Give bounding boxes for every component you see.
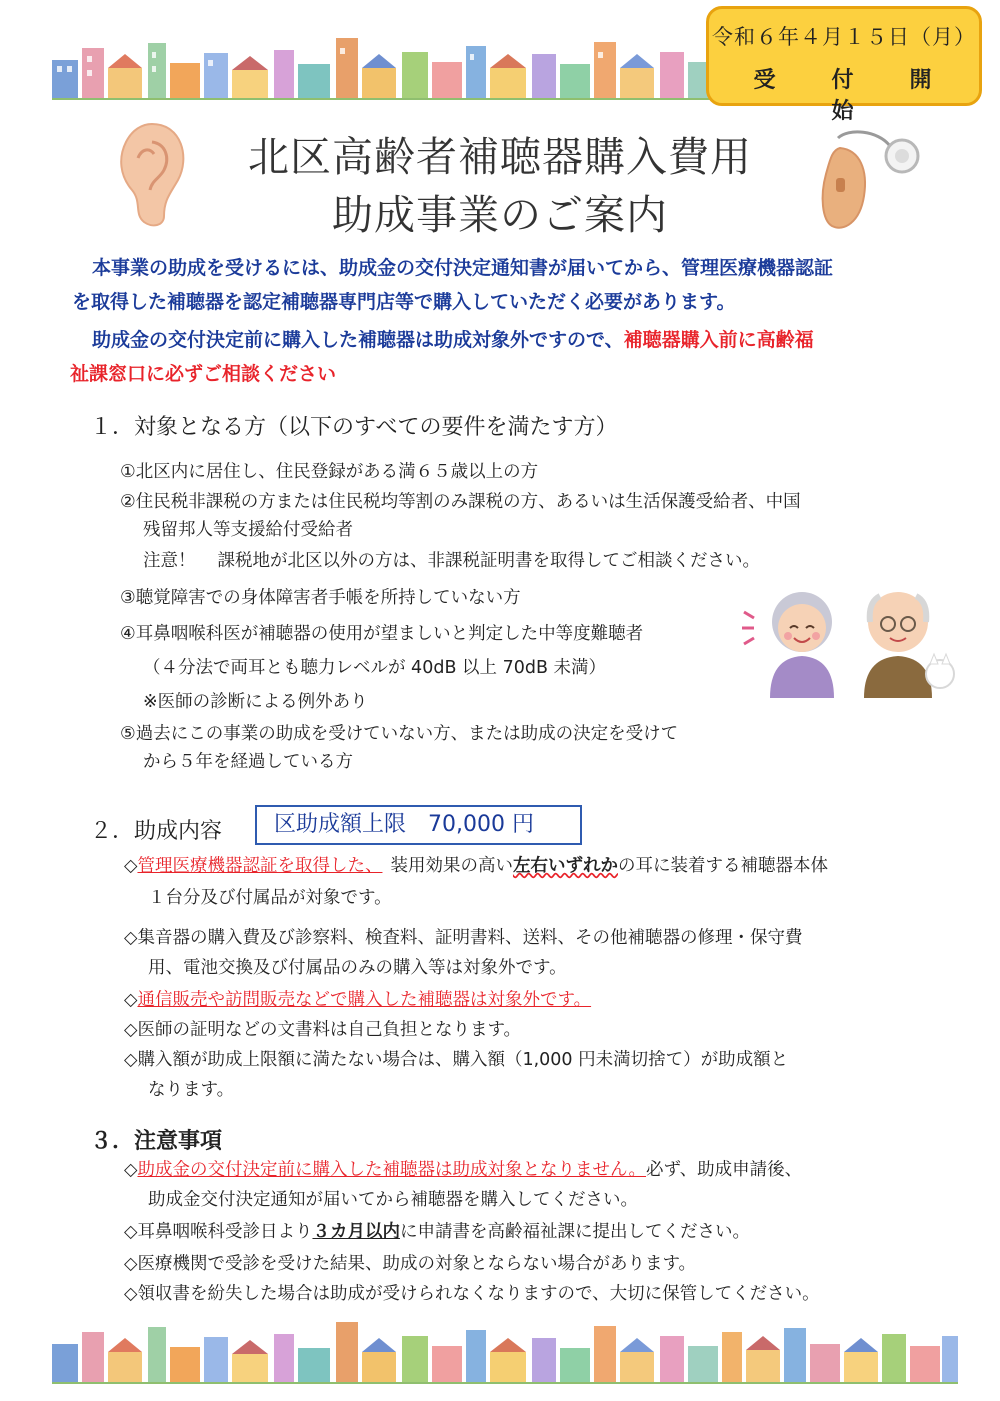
section2-bullet5-line1: ◇購入額が助成上限額に満たない場合は、購入額（1,000 円未満切捨て）が助成額と [124,1050,789,1070]
c1-end-text: 必ず、助成申請後、 [646,1160,803,1180]
building-icons [52,1322,958,1384]
section1-item4-line3: ※医師の診断による例外あり [143,692,368,712]
page-title-line2: 助成事業のご案内 [332,191,668,239]
section2-bullet5-line2: なります。 [148,1080,235,1100]
reception-start-label: 受 付 開 始 [753,68,988,124]
max-subsidy-label: 区助成額上限 [274,812,407,837]
section3-bullet1-line2: 助成金交付決定通知が届いてから補聴器を購入してください。 [148,1190,638,1210]
intro-line3-red: 補聴器購入前に高齢福 [623,329,814,351]
bullet-mark: ◇ [124,1160,138,1180]
b1-mid-text: 装用効果の高い [390,856,513,876]
intro-line3 [92,325,814,352]
section1-item3: ③聴覚障害での身体障害者手帳を所持していない方 [120,588,521,608]
section2-bullet1-line2: １台分及び付属品が対象です。 [148,888,392,908]
section2-heading: ２．助成内容 [90,819,223,844]
reception-date: 令和６年４月１５日（月） [712,25,976,49]
section2-bullet2-line1: ◇集音器の購入費及び診察料、検査料、証明書料、送料、その他補聴器の修理・保守費 [124,928,803,948]
max-subsidy-value: 70,000 円 [428,812,534,837]
intro-line4: 祉課窓口に必ずご相談ください [70,363,337,385]
section2-bullet1-line1 [124,852,828,877]
page-title-line1: 北区高齢者補聴器購入費用 [248,133,752,181]
section3-bullet3: ◇医療機関で受診を受けた結果、助成の対象とならない場合があります。 [124,1254,697,1274]
section1-item2-line2: 残留邦人等支援給付受給者 [143,520,353,540]
section3-bullet2 [124,1218,750,1243]
section2-bullet4: ◇医師の証明などの文書料は自己負担となります。 [124,1020,522,1040]
c1-red-text: 助成金の交付決定前に購入した補聴器は助成対象となりません。 [137,1160,647,1180]
elderly-couple-illustration [740,578,958,698]
b1-bold-text: 左右いずれか [512,856,618,876]
note-label: 注意！ [143,551,196,571]
b3-red-text: 通信販売や訪問販売などで購入した補聴器は対象外です。 [137,990,592,1010]
section3-heading: ３．注意事項 [90,1129,223,1154]
max-subsidy-box [255,805,582,845]
bullet-mark: ◇ [124,856,138,876]
section1-item4-line1: ④耳鼻咽喉科医が補聴器の使用が望ましいと判定した中等度難聴者 [120,624,644,644]
intro-line2: を取得した補聴器を認定補聴器専門店等で購入していただく必要があります。 [72,291,736,313]
section2-bullet3 [124,986,591,1011]
note-text: 課税地が北区以外の方は、非課税証明書を取得してご相談ください。 [217,551,760,571]
reception-start-badge [706,6,988,124]
section1-heading: １．対象となる方（以下のすべての要件を満たす方） [90,415,618,440]
section3-bullet4: ◇領収書を紛失した場合は助成が受けられなくなりますので、大切に保管してください。 [124,1284,820,1304]
c2-end-text: に申請書を高齢福祉課に提出してください。 [399,1222,750,1242]
section1-note [143,547,760,572]
intro-line3-blue: 助成金の交付決定前に購入した補聴器は助成対象外ですので、 [92,329,624,351]
section1-item4-line2: （４分法で両耳とも聴力レベルが 40dB 以上 70dB 未満） [143,658,607,678]
b1-red-text: 管理医療機器認証を取得した、 [137,856,383,876]
section1-item5-line1: ⑤過去にこの事業の助成を受けていない方、または助成の決定を受けて [120,724,679,744]
section2-bullet2-line2: 用、電池交換及び付属品のみの購入等は対象外です。 [148,958,567,978]
section1-item5-line2: から５年を経過している方 [143,752,353,772]
skyline-bottom-illustration [52,1322,958,1384]
c2-bold-text: ３カ月以内 [312,1222,400,1242]
section1-item1: ①北区内に居住し、住民登録がある満６５歳以上の方 [120,462,539,482]
intro-line1: 本事業の助成を受けるには、助成金の交付決定通知書が届いてから、管理医療機器認証 [92,257,834,279]
c2-prefix: ◇耳鼻咽喉科受診日より [124,1222,313,1242]
bullet-mark: ◇ [124,990,138,1010]
b1-end-text: の耳に装着する補聴器本体 [617,856,828,876]
section3-bullet1-line1 [124,1156,802,1181]
section1-item2-line1: ②住民税非課税の方または住民税均等割のみ課税の方、あるいは生活保護受給者、中国 [120,492,801,512]
